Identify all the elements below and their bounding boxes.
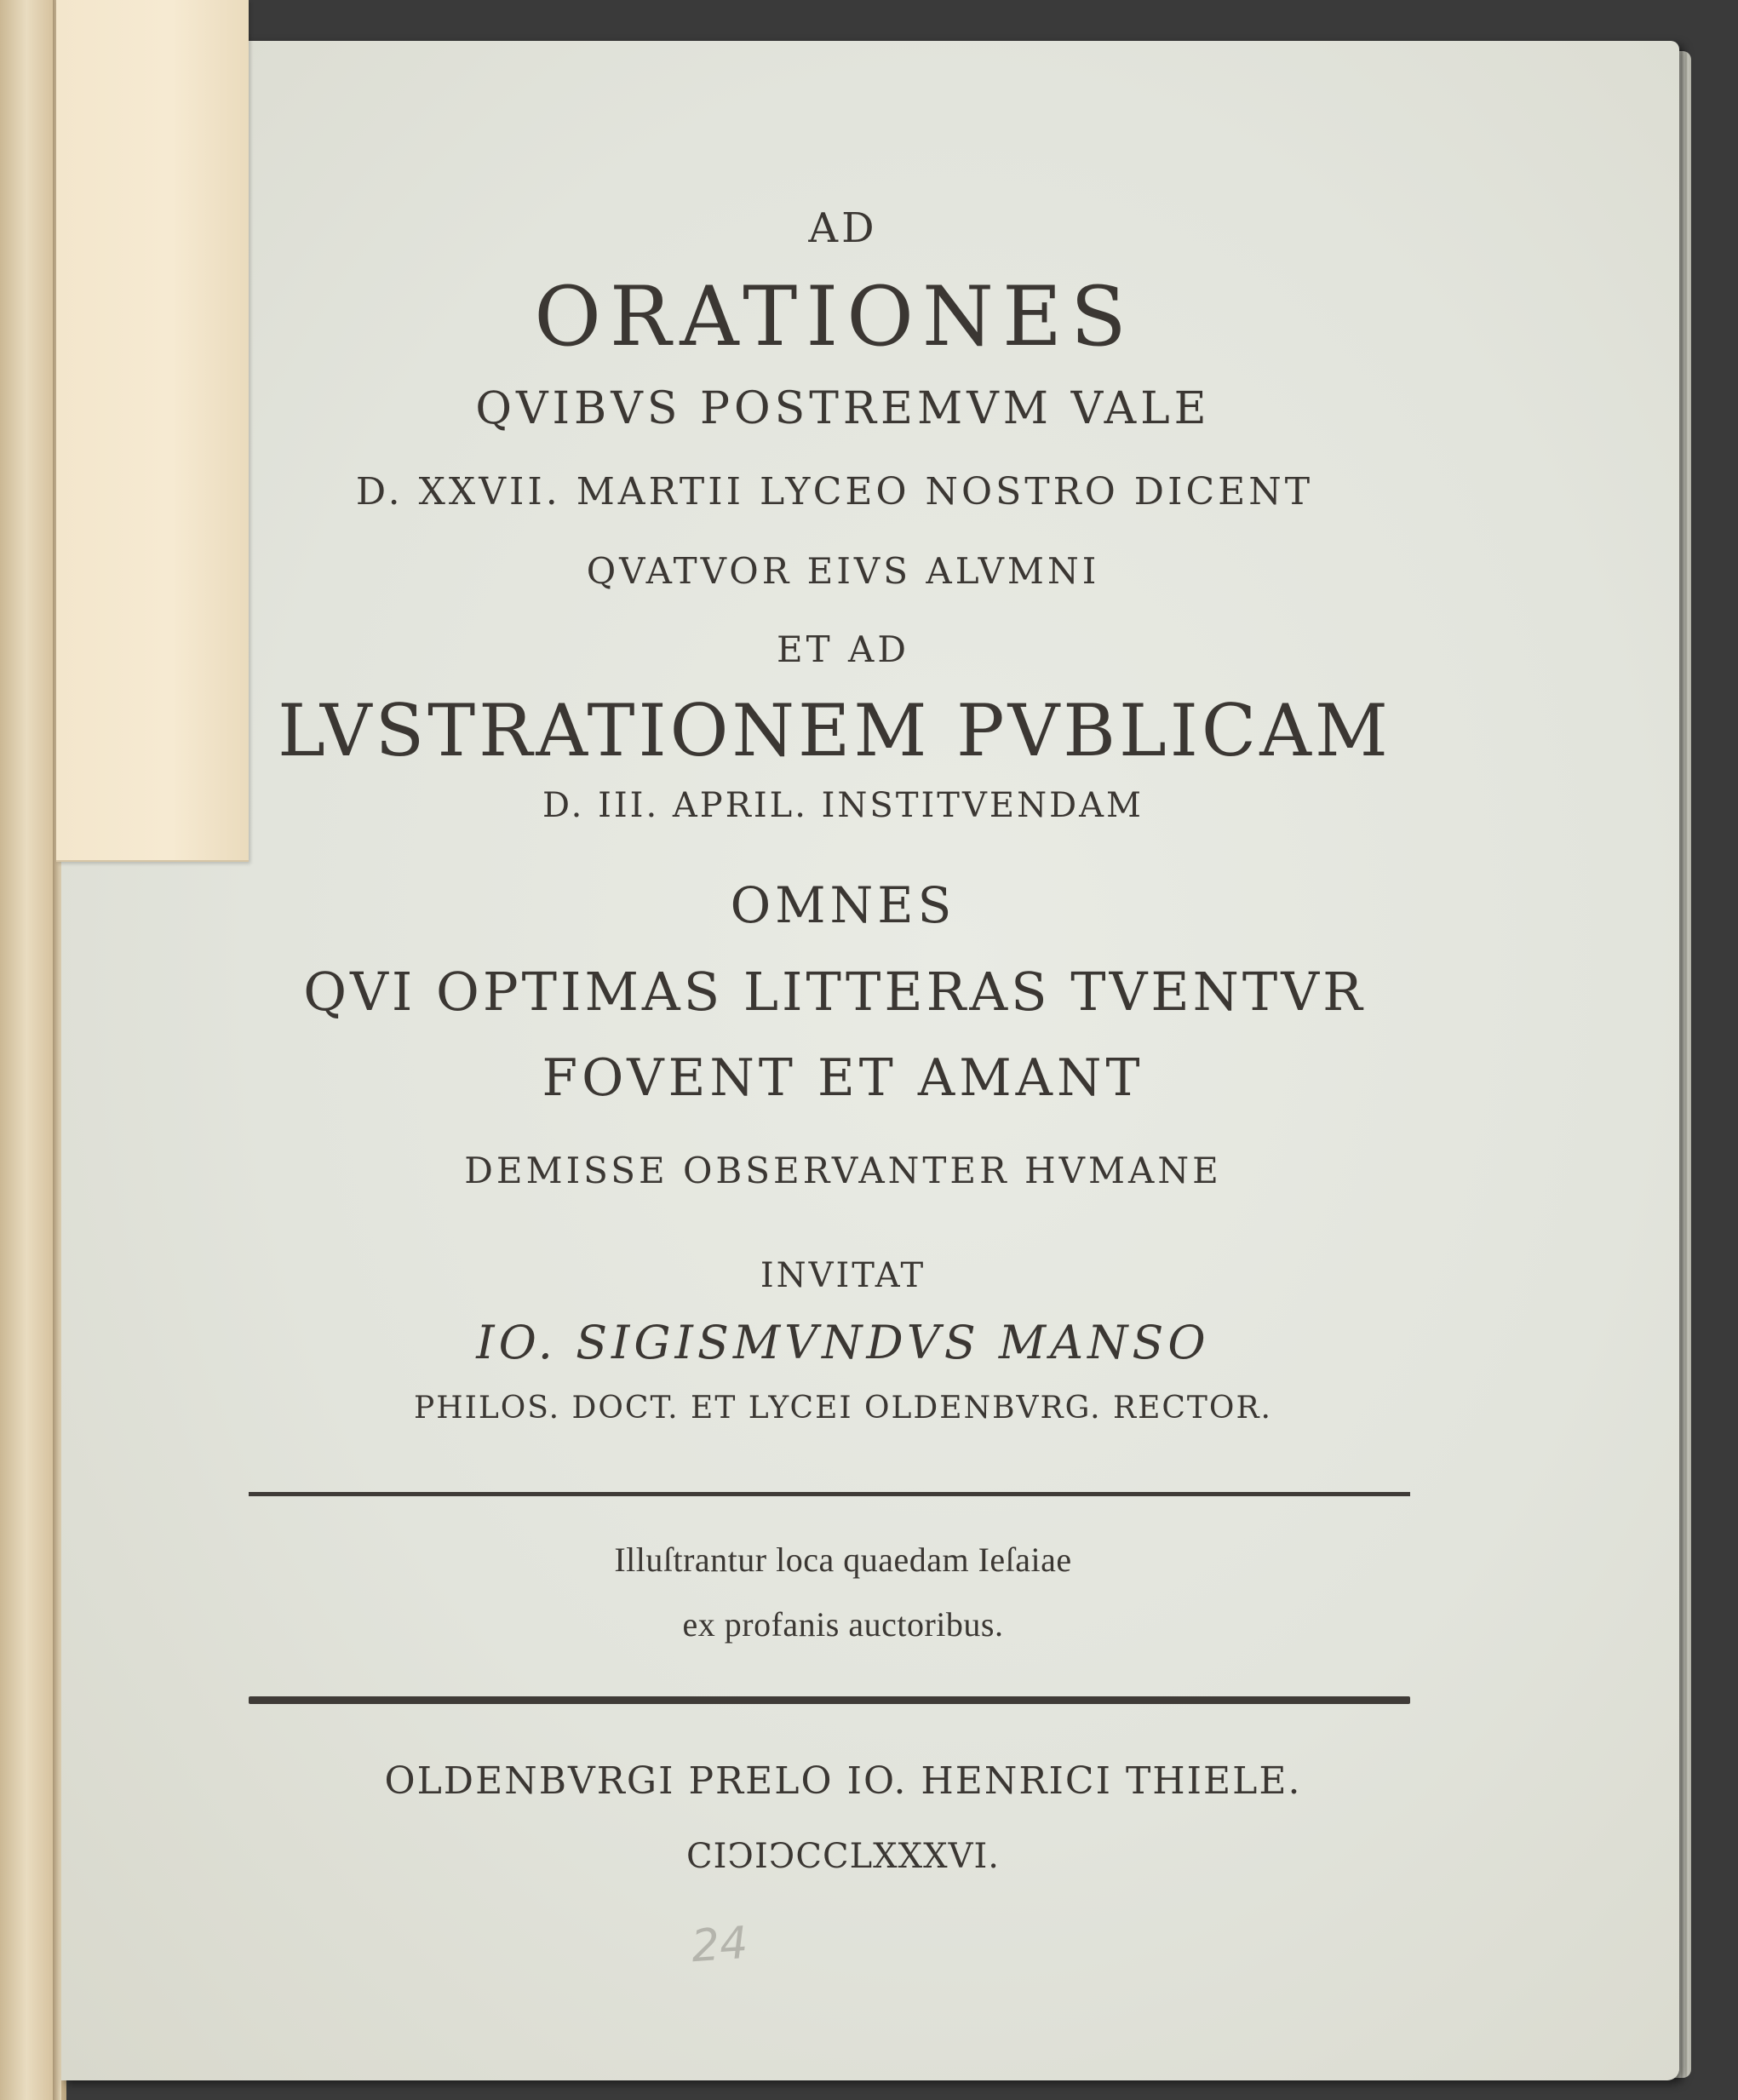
subtitle-line-2: ex profanis auctoribus.	[682, 1605, 1004, 1644]
title-line-quatuor: QVATVOR EIVS ALVMNI	[586, 550, 1100, 592]
title-main-orationes: ORATIONES	[534, 269, 1135, 364]
divider-rule-top	[249, 1492, 1410, 1496]
pencil-annotation: 24	[689, 1917, 750, 1973]
title-line-fovent: FOVENT ET AMANT	[542, 1048, 1144, 1108]
imprint-year: CIↃIↃCCLXXXVI.	[685, 1837, 1001, 1876]
title-line-demisse: DEMISSE OBSERVANTER HVMANE	[464, 1150, 1222, 1191]
title-line-quibus: QVIBVS POSTREMVM VALE	[475, 383, 1211, 434]
author-title: PHILOS. DOCT. ET LYCEI OLDENBVRG. RECTOR.	[414, 1391, 1272, 1426]
author-name: IO. SIGISMVNDVS MANSO	[476, 1316, 1210, 1369]
title-line-omnes: OMNES	[730, 876, 956, 934]
title-line-et-ad: ET AD	[776, 628, 910, 670]
divider-rule-bottom	[249, 1696, 1410, 1704]
imprint-line: OLDENBVRGI PRELO IO. HENRICI THIELE.	[384, 1759, 1302, 1803]
title-line-date-april: D. III. APRIL. INSTITVENDAM	[542, 786, 1144, 825]
title-line-ad: AD	[808, 204, 878, 252]
title-line-invitat: INVITAT	[760, 1256, 926, 1295]
title-line-qui: QVI OPTIMAS LITTERAS TVENTVR	[303, 961, 1366, 1023]
title-line-date-march: D. XXVII. MARTII LYCEO NOSTRO DICENT	[355, 470, 1314, 514]
subtitle-line-1: Illuſtrantur loca quaedam Ieſaiae	[614, 1541, 1072, 1579]
title-main-lustrationem: LVSTRATIONEM PVBLICAM	[278, 689, 1391, 772]
